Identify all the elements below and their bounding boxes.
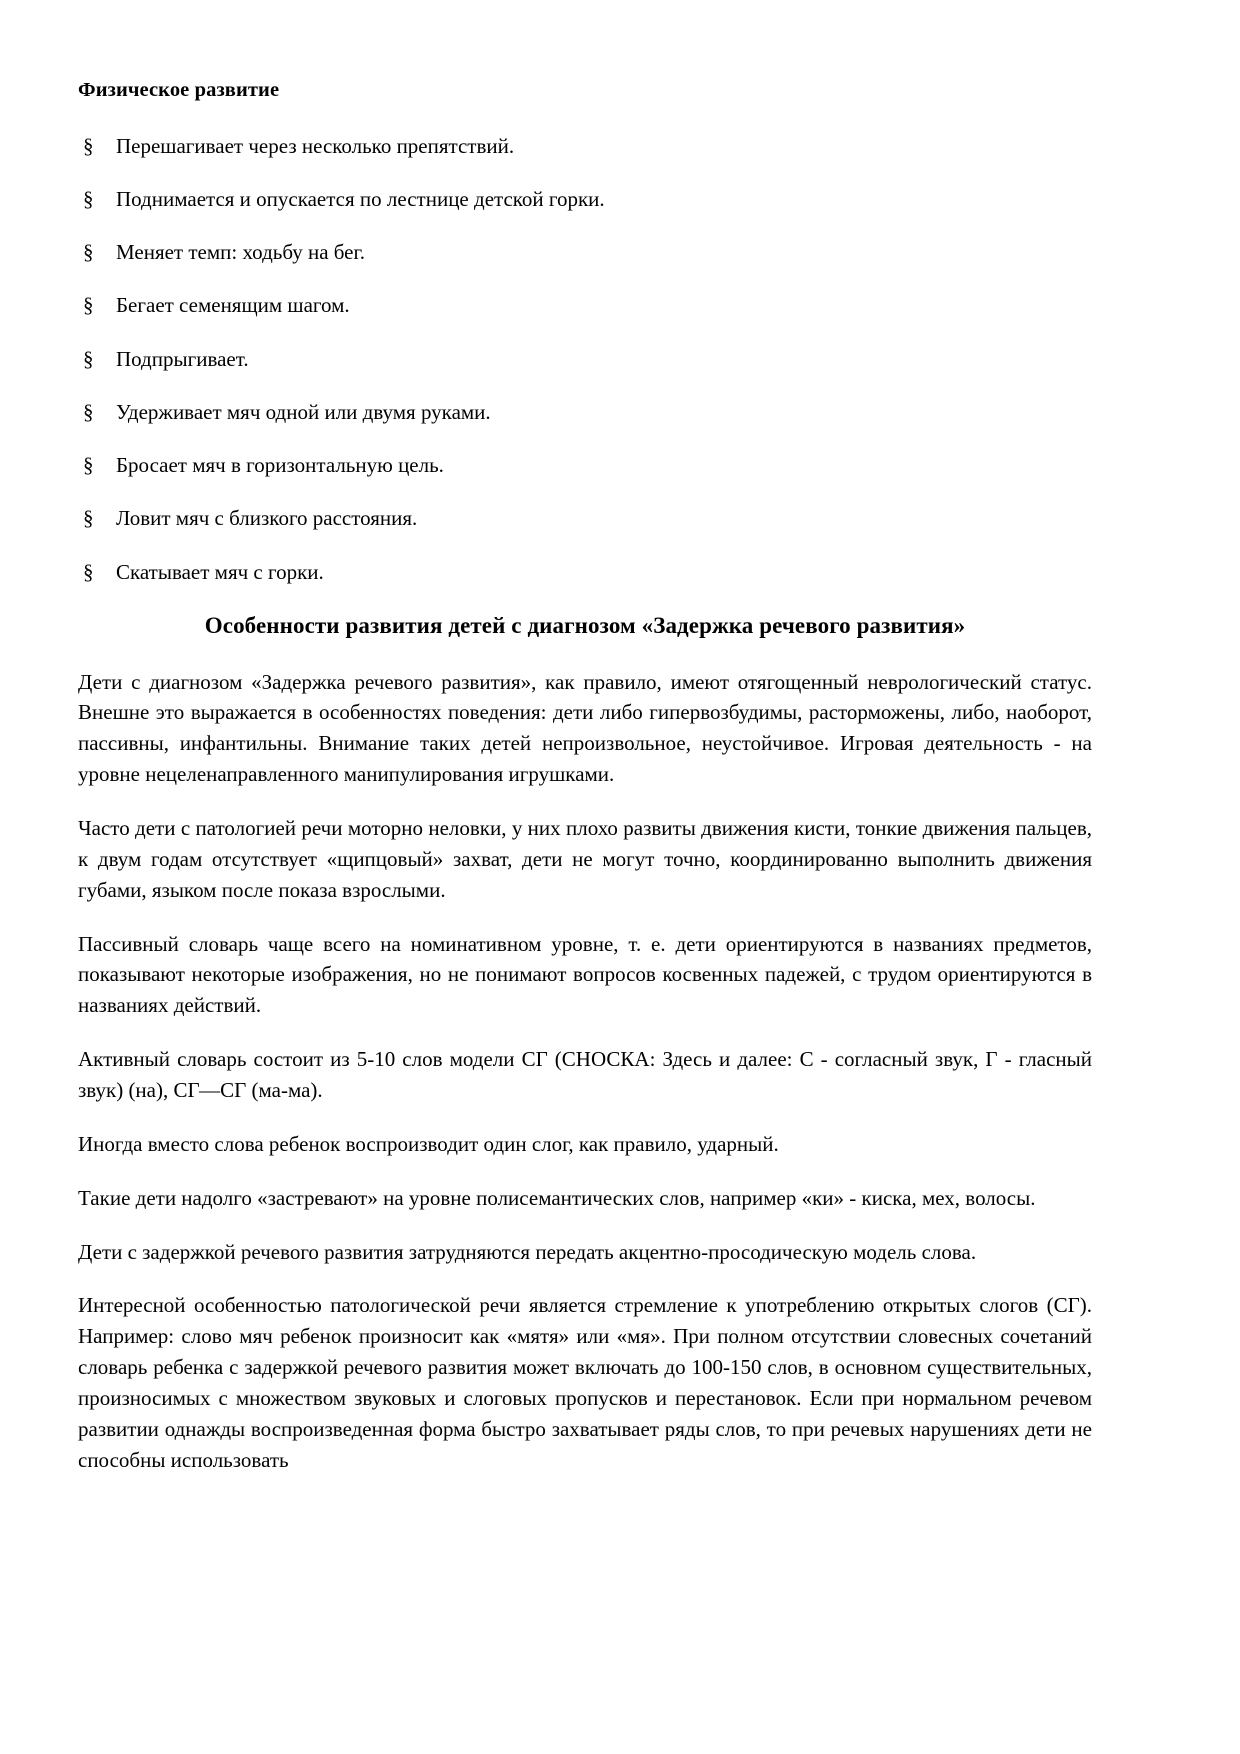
- list-item-text: Скатывает мяч с горки.: [116, 559, 324, 584]
- paragraph: Активный словарь состоит из 5-10 слов модели СГ (СНОСКА: Здесь и далее: С - согласный звук, Г - гласный звук) (на), СГ—СГ (ма-ма).: [78, 1047, 1092, 1103]
- paragraph: Дети с диагнозом «Задержка речевого развития», как правило, имеют отягощенный неврологический статус. Внешне это выражается в особенностях поведения: дети либо гипервозбудимы, расторможены, либо, наоборот, пассивны, инфантильны. Внимание таких детей непроизвольное, неустойчивое. Игровая деятельность - на уровне нецеленаправленного манипулирования игрушками.: [78, 669, 1092, 787]
- list-item-text: Поднимается и опускается по лестнице детской горки.: [116, 186, 605, 211]
- section-sign-icon: §: [83, 506, 94, 531]
- list-item-text: Ловит мяч с близкого расстояния.: [116, 506, 418, 531]
- physical-development-list: [78, 133, 1092, 585]
- list-item-text: Бросает мяч в горизонтальную цель.: [116, 453, 444, 478]
- section-sign-icon: §: [83, 186, 94, 211]
- section-sign-icon: §: [83, 240, 94, 265]
- document-body: [78, 78, 1092, 1476]
- paragraph: Часто дети с патологией речи моторно неловки, у них плохо развиты движения кисти, тонкие движения пальцев, к двум годам отсутствует «щипцовый» захват, дети не могут точно, координированно выполнить движения губами, языком после показа взрослыми.: [78, 816, 1092, 902]
- list-item: [78, 559, 1092, 585]
- list-item: [78, 399, 1092, 425]
- list-item-text: Перешагивает через несколько препятствий.: [116, 133, 515, 158]
- paragraph: Интересной особенностью патологической речи является стремление к употреблению открытых слогов (СГ). Например: слово мяч ребенок произносит как «мятя» или «мя». При полном отсутствии словесных сочетаний словарь ребенка с задержкой речевого развития может включать до 100-150 слов, в основном существительных, произносимых с множеством звуковых и слоговых пропусков и перестановок. Если при нормальном речевом развитии однажды воспроизведенная форма быстро захватывает ряды слов, то при речевых нарушениях дети не способны использовать: [78, 1293, 1092, 1472]
- section-sign-icon: §: [83, 453, 94, 478]
- paragraph: Пассивный словарь чаще всего на номинативном уровне, т. е. дети ориентируются в названиях предметов, показывают некоторые изображения, но не понимают вопросов косвенных падежей, с трудом ориентируются в названиях действий.: [78, 931, 1092, 1018]
- section-heading-speech-delay: Особенности развития детей с диагнозом «Задержка речевого развития»: [204, 612, 966, 638]
- list-item-text: Удерживает мяч одной или двумя руками.: [116, 399, 491, 424]
- list-item-text: Бегает семенящим шагом.: [116, 293, 350, 318]
- paragraph: Иногда вместо слова ребенок воспроизводит один слог, как правило, ударный.: [78, 1131, 779, 1156]
- list-item: [78, 505, 1092, 531]
- section-sign-icon: §: [83, 293, 94, 318]
- paragraph: Такие дети надолго «застревают» на уровне полисемантических слов, например «ки» - киска, мех, волосы.: [78, 1185, 1036, 1210]
- section-sign-icon: §: [83, 559, 94, 584]
- list-item: [78, 346, 1092, 372]
- section-sign-icon: §: [83, 399, 94, 424]
- section-sign-icon: §: [83, 346, 94, 371]
- list-item: [78, 452, 1092, 478]
- list-item: [78, 239, 1092, 265]
- paragraph: Дети с задержкой речевого развития затрудняются передать акцентно-просодическую модель слова.: [78, 1239, 977, 1264]
- list-item-text: Меняет темп: ходьбу на бег.: [116, 240, 365, 265]
- list-item: [78, 133, 1092, 159]
- section-sign-icon: §: [83, 133, 94, 158]
- list-item: [78, 292, 1092, 318]
- section-heading-physical-development: Физическое развитие: [78, 79, 280, 101]
- list-item: [78, 186, 1092, 212]
- list-item-text: Подпрыгивает.: [116, 346, 249, 371]
